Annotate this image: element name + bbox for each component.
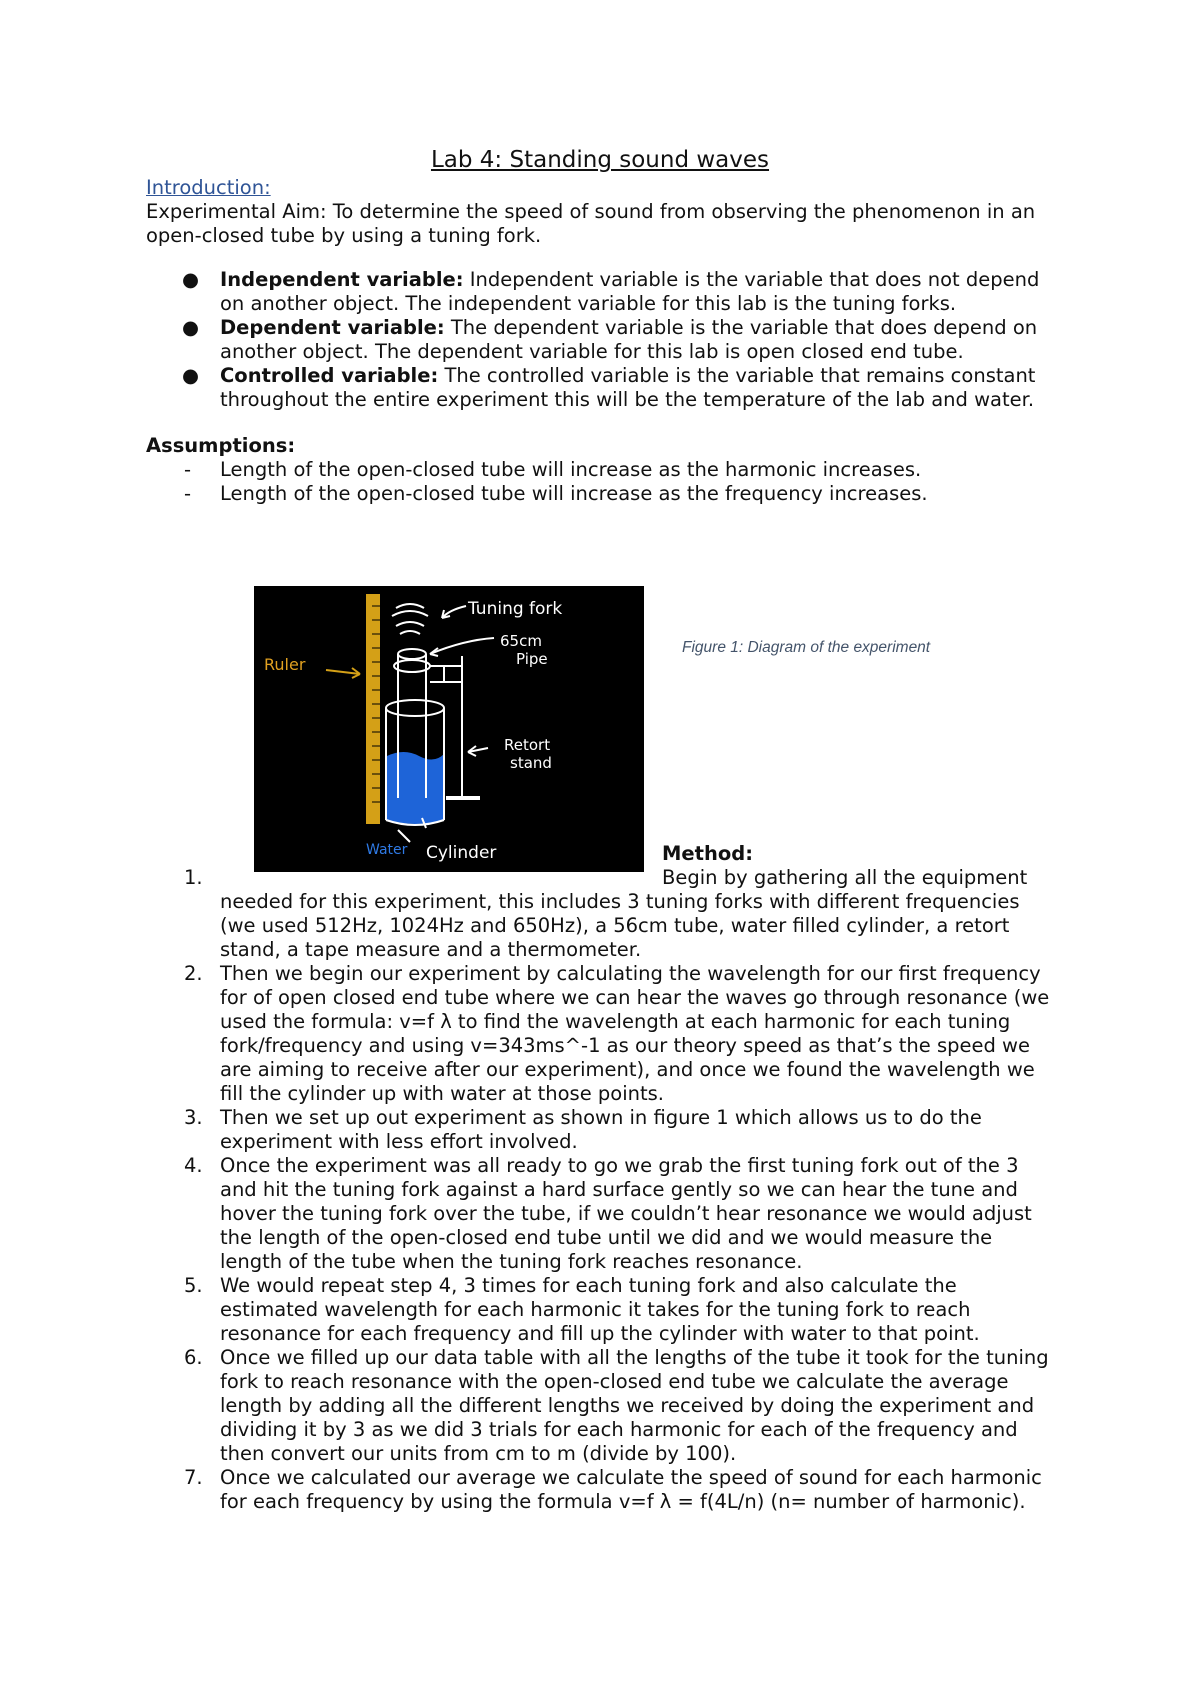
assumptions-heading: Assumptions:	[146, 434, 296, 457]
list-item	[146, 1154, 1056, 1274]
step-number: 5.	[184, 1274, 203, 1297]
variable-label: Independent variable:	[220, 268, 464, 291]
method-heading: Method:	[662, 842, 753, 865]
list-item	[146, 482, 1046, 506]
step-number: 3.	[184, 1106, 203, 1129]
list-item	[146, 866, 1056, 962]
pipe-label: Pipe	[516, 650, 548, 668]
tuning-fork-label: Tuning fork	[468, 599, 563, 619]
variable-text: Independent variable is the variable that does not depend on another object. The independent variable for this lab is the tuning forks.	[220, 268, 1040, 315]
assumption-text: Length of the open-closed tube will increase as the harmonic increases.	[220, 458, 922, 481]
step-text: Then we begin our experiment by calculating the wavelength for our first frequency for of open closed end tube where we can hear the waves go through resonance (we used the formula: v=f λ to find the wavelength at each harmonic for each tuning fork/frequency and using v=343ms^-1 as our theory speed as that’s the speed we are aiming to receive after our experiment), and once we found the wavelength we fill the cylinder up with water at those points.	[220, 962, 1050, 1105]
pipe-length-label: 65cm	[500, 632, 542, 650]
list-item	[146, 268, 1046, 316]
list-item	[146, 1274, 1056, 1346]
step-number: 7.	[184, 1466, 203, 1489]
intro-heading: Introduction:	[146, 176, 271, 199]
step-text: Once we calculated our average we calculate the speed of sound for each harmonic for each frequency by using the formula v=f λ = f(4L/n) (n= number of harmonic).	[220, 1466, 1042, 1513]
bullet-icon: ●	[182, 364, 200, 387]
document-title: Lab 4: Standing sound waves	[430, 147, 770, 173]
diagram-svg	[254, 586, 644, 872]
step-number: 2.	[184, 962, 203, 985]
retort-label: Retort	[504, 736, 551, 754]
ruler-shape	[366, 594, 380, 824]
intro-section	[146, 176, 1046, 506]
cylinder-label: Cylinder	[426, 843, 497, 863]
experimental-aim: Experimental Aim: To determine the speed of sound from observing the phenomenon in an open-closed tube by using a tuning fork.	[146, 200, 1036, 247]
dash-icon: -	[184, 482, 192, 505]
variables-list	[146, 268, 1046, 412]
experiment-diagram	[254, 586, 644, 872]
variable-text: The controlled variable is the variable that remains constant throughout the entire experiment this will be the temperature of the lab and water.	[220, 364, 1036, 411]
water-shape	[387, 752, 444, 824]
water-label: Water	[366, 842, 408, 858]
figure-caption: Figure 1: Diagram of the experiment	[682, 639, 931, 656]
step-text: Once the experiment was all ready to go we grab the first tuning fork out of the 3 and hit the tuning fork against a hard surface gently so we can hear the tune and hover the tuning fork over the tube, if we couldn’t hear resonance we would adjust the length of the open-closed end tube until we did and we would measure the length of the tube when the tuning fork reaches resonance.	[220, 1154, 1032, 1273]
step-text: We would repeat step 4, 3 times for each tuning fork and also calculate the estimated wavelength for each harmonic it takes for the tuning fork to reach resonance for each frequency and fill up the cylinder with water to that point.	[220, 1274, 980, 1345]
method-steps	[146, 866, 1056, 1514]
bullet-icon: ●	[182, 268, 200, 291]
list-item	[146, 1466, 1056, 1514]
step-number: 1.	[184, 866, 203, 889]
list-item	[146, 962, 1056, 1106]
step-text: Then we set up out experiment as shown in figure 1 which allows us to do the experiment with less effort involved.	[220, 1106, 982, 1153]
assumptions-list	[146, 458, 1046, 506]
list-item	[146, 316, 1046, 364]
list-item	[146, 1106, 1056, 1154]
step-text: Once we filled up our data table with all the lengths of the tube it took for the tuning fork to reach resonance with the open-closed end tube we calculate the average length by adding all the different lengths we received by doing the experiment and dividing it by 3 as we did 3 trials for each harmonic for each of the frequency and then convert our units from cm to m (divide by 100).	[220, 1346, 1049, 1465]
variable-text: The dependent variable is the variable that does depend on another object. The dependent variable for this lab is open closed end tube.	[220, 316, 1038, 363]
list-item	[146, 1346, 1056, 1466]
step-text: Begin by gathering all the equipment needed for this experiment, this includes 3 tuning forks with different frequencies (we used 512Hz, 1024Hz and 650Hz), a 56cm tube, water filled cylinder, a retort stand, a tape measure and a thermometer.	[220, 866, 1028, 961]
variable-label: Dependent variable:	[220, 316, 445, 339]
dash-icon: -	[184, 458, 192, 481]
list-item	[146, 364, 1046, 412]
stand-label: stand	[510, 754, 552, 772]
assumption-text: Length of the open-closed tube will increase as the frequency increases.	[220, 482, 928, 505]
step-number: 6.	[184, 1346, 203, 1369]
ruler-label: Ruler	[264, 655, 306, 674]
step-number: 4.	[184, 1154, 203, 1177]
sound-wave-shape	[392, 604, 428, 634]
list-item	[146, 458, 1046, 482]
variable-label: Controlled variable:	[220, 364, 439, 387]
bullet-icon: ●	[182, 316, 200, 339]
